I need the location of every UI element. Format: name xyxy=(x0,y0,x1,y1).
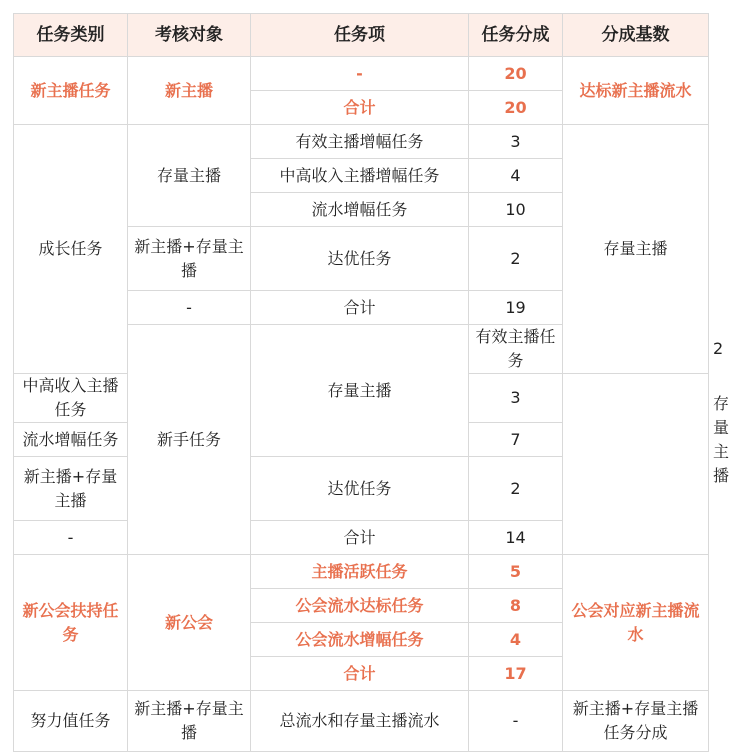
base-cell: 达标新主播流水 xyxy=(563,57,709,125)
table-row xyxy=(14,555,709,589)
task-item-cell: 有效主播增幅任务 xyxy=(251,125,469,159)
task-item-cell: 中高收入主播任务 xyxy=(14,374,128,423)
header-share: 任务分成 xyxy=(469,14,563,57)
share-cell: 7 xyxy=(469,423,563,457)
share-cell: 5 xyxy=(469,555,563,589)
target-cell: 新主播+存量主播 xyxy=(128,691,251,752)
task-item-cell: 中高收入主播增幅任务 xyxy=(251,159,469,193)
share-cell: 8 xyxy=(469,589,563,623)
task-item-cell: 合计 xyxy=(251,291,469,325)
table-row xyxy=(14,125,709,159)
task-item-cell: 达优任务 xyxy=(251,457,469,521)
header-row xyxy=(14,14,709,57)
header-target: 考核对象 xyxy=(128,14,251,57)
base-cell: 新主播+存量主播任务分成 xyxy=(563,691,709,752)
target-cell: 新公会 xyxy=(128,555,251,691)
share-cell: 2 xyxy=(469,227,563,291)
task-item-cell: 公会流水达标任务 xyxy=(251,589,469,623)
share-cell: 14 xyxy=(469,521,563,555)
category-cell: 努力值任务 xyxy=(14,691,128,752)
target-cell: 新主播+存量主播 xyxy=(14,457,128,521)
task-share-table-container xyxy=(13,13,729,752)
header-base: 分成基数 xyxy=(563,14,709,57)
share-cell: 17 xyxy=(469,657,563,691)
task-item-cell: 公会流水增幅任务 xyxy=(251,623,469,657)
target-cell: 存量主播 xyxy=(128,125,251,227)
target-cell: 存量主播 xyxy=(251,325,469,457)
table-row xyxy=(14,691,709,752)
task-item-cell: 合计 xyxy=(251,91,469,125)
category-cell: 新手任务 xyxy=(128,325,251,555)
task-item-cell: 流水增幅任务 xyxy=(251,193,469,227)
table-row xyxy=(14,457,709,521)
category-cell: 成长任务 xyxy=(14,125,128,374)
task-item-cell: 合计 xyxy=(251,521,469,555)
task-item-cell: 主播活跃任务 xyxy=(251,555,469,589)
share-cell: 20 xyxy=(469,91,563,125)
share-cell: 2 xyxy=(469,457,563,521)
task-item-cell: 总流水和存量主播流水 xyxy=(251,691,469,752)
share-cell: 20 xyxy=(469,57,563,91)
task-item-cell: 流水增幅任务 xyxy=(14,423,128,457)
share-cell: 3 xyxy=(469,125,563,159)
task-item-cell: 合计 xyxy=(251,657,469,691)
base-cell: 公会对应新主播流水 xyxy=(563,555,709,691)
category-cell: 新公会扶持任务 xyxy=(14,555,128,691)
share-cell: - xyxy=(469,691,563,752)
share-cell: 10 xyxy=(469,193,563,227)
base-cell: 存量主播 xyxy=(563,125,709,374)
target-cell: - xyxy=(14,521,128,555)
task-item-cell: - xyxy=(251,57,469,91)
share-cell: 4 xyxy=(469,623,563,657)
category-cell: 新主播任务 xyxy=(14,57,128,125)
task-share-table xyxy=(13,13,729,752)
target-cell: 新主播+存量主播 xyxy=(128,227,251,291)
task-item-cell: 有效主播任务 xyxy=(469,325,563,374)
header-task-item: 任务项 xyxy=(251,14,469,57)
target-cell: - xyxy=(128,291,251,325)
table-row xyxy=(14,521,709,555)
target-cell: 新主播 xyxy=(128,57,251,125)
share-cell: 3 xyxy=(469,374,563,423)
share-cell: 19 xyxy=(469,291,563,325)
task-item-cell: 达优任务 xyxy=(251,227,469,291)
table-row xyxy=(14,57,709,91)
share-cell: 4 xyxy=(469,159,563,193)
header-category: 任务类别 xyxy=(14,14,128,57)
table-row: 新手任务 存量主播 有效主播任务 2 存量主播 xyxy=(14,325,709,374)
